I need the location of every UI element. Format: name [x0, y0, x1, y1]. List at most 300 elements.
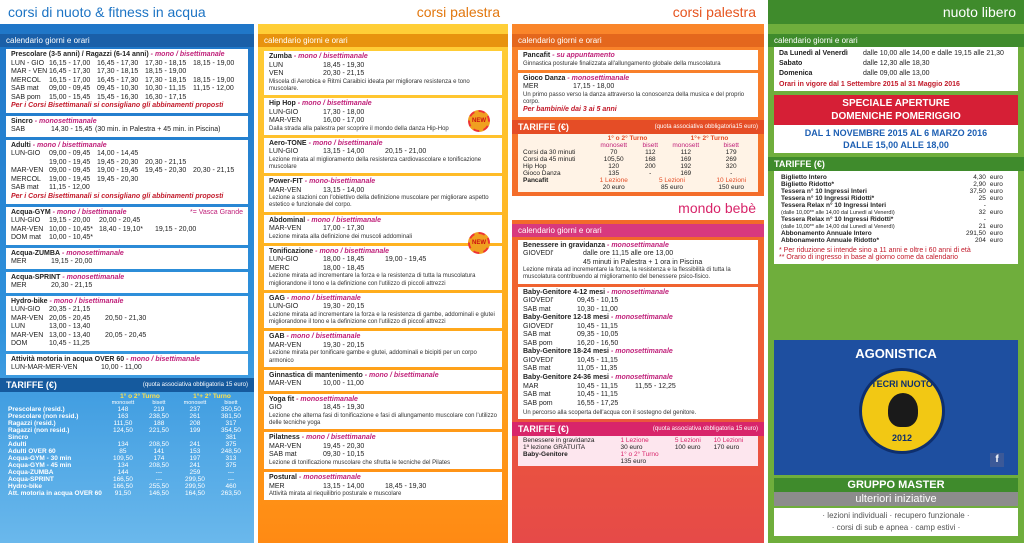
tariffe-cell: 146,50 — [148, 490, 169, 497]
tariffe-price: 4,30 — [973, 174, 986, 182]
pancafit-title: Pancafit — [523, 52, 551, 59]
swim-header — [0, 0, 254, 24]
gym-course-title: Tonificazione — [269, 247, 314, 255]
schedule-row — [11, 217, 243, 226]
tariffe-cell: --- — [155, 476, 163, 483]
gym-course-desc: Lezione mirata per tonificare gambe e glutei, addominali e bicipiti per un corpo armonico — [269, 350, 477, 364]
gym-course-tag: - mono / bisettimanale — [297, 99, 372, 107]
sincro-title: Sincro — [11, 117, 33, 125]
giocodanza-time: 17,15 - 18,00 — [573, 83, 615, 91]
tariffe-cell: Adulti — [8, 441, 27, 448]
schedule-row — [11, 85, 243, 94]
gym-bebe-column — [512, 0, 764, 543]
schedule-cell: 19,15 - 20,00 — [155, 225, 197, 233]
tariffe-cell: 169 — [680, 155, 692, 163]
swim-tariffe-s2: bisett — [152, 400, 166, 406]
gym-course-tag: - monosettimanale — [296, 395, 358, 403]
tariffe-unit: euro — [989, 237, 1003, 245]
tariffe-cell: --- — [155, 469, 163, 476]
schedule-row — [11, 323, 243, 332]
baby-cell: 10,45 - 11,15 — [577, 382, 618, 390]
schedule-cell: 15,45 - 16,30 — [97, 93, 139, 101]
gym-course-head — [269, 248, 497, 257]
gym-tariffe-header — [512, 120, 764, 134]
gym-course-desc: Miscela di Aerobica e Ritmi Caraibici ideata per migliorare resistenza e tono muscolare. — [269, 78, 470, 92]
free-hours: dalle 12,30 alle 18,30 — [863, 60, 930, 67]
tariffe-cell: 381 — [225, 434, 237, 441]
tariffe-unit — [988, 202, 1013, 209]
gym-cell: LUN-GIO — [269, 148, 299, 156]
gym-row — [269, 148, 497, 157]
gym-course-title: Zumba — [269, 53, 292, 60]
pancafit-tag: - su appuntamento — [552, 52, 615, 59]
gym-row — [269, 109, 497, 118]
tariffe-cell: 200 — [644, 162, 656, 170]
tariffe-cell: Corsi da 30 minuti — [523, 148, 576, 156]
special-line1: SPECIALE APERTURE — [842, 98, 950, 109]
tariffe-cell: Ragazzi (non resid.) — [8, 427, 70, 434]
schedule-cell: 16,45 - 17,30 — [49, 68, 91, 76]
facebook-icon[interactable]: f — [990, 453, 1004, 467]
agonistica-panel — [774, 340, 1018, 475]
swim-subhead: calendario giorni e orari — [0, 34, 254, 47]
baby-cell: GIOVEDI' — [523, 356, 554, 364]
tariffe-cell: Adulti OVER 60 — [8, 448, 56, 455]
pancafit-h3: 10 Lezioni — [716, 176, 747, 184]
baby-head — [523, 314, 753, 323]
free-hours: dalle 09,00 alle 13,00 — [863, 70, 930, 77]
tariffe-cell: 85 — [119, 448, 127, 455]
tariffe-cell: 163 — [117, 413, 129, 420]
bebe-subhead: calendario giorni e orari — [512, 224, 764, 237]
schedule-cell: 20,35 - 21,15 — [49, 306, 91, 314]
pancafit-block — [518, 50, 758, 70]
schedule-cell: 19,15 - 20,00 — [49, 217, 91, 225]
schedule-row — [11, 306, 243, 315]
swim-tariffe-h1: 1° o 2° Turno — [120, 393, 160, 400]
gym-course — [264, 293, 502, 328]
tariffe-label: Tessera n° 10 Ingressi Interi — [781, 188, 867, 196]
new-badge: NEW — [468, 110, 490, 132]
tariffe-cell: 208,50 — [148, 462, 169, 469]
sincro-tag: - monosettimanale — [34, 117, 97, 125]
gym2-title: corsi palestra — [672, 4, 756, 20]
gym-row — [269, 225, 497, 234]
schedule-cell — [145, 184, 193, 193]
gym-course — [264, 215, 502, 243]
agonistica-title: AGONISTICA — [855, 346, 937, 361]
baby-cell: 16,20 - 16,50 — [577, 339, 619, 347]
baby-title: Baby-Genitore 12-18 mesi — [523, 314, 609, 322]
acquazumba-day: MER — [11, 258, 27, 266]
tariffe-cell: --- — [227, 469, 235, 476]
schedule-cell: 16,45 - 17,30 — [97, 59, 139, 67]
bebe-t-r3c1: 1° o 2° Turno — [620, 451, 659, 459]
acquazumba-time: 19,15 - 20,00 — [51, 258, 93, 266]
tariffe-cell: Gioco Danza — [523, 169, 561, 177]
tariffe-cell: 241 — [189, 441, 201, 448]
baby-cell: 09,35 - 10,05 — [577, 331, 619, 339]
baby-cell: 09,45 - 10,15 — [577, 297, 619, 305]
gym-course-desc: Lezione mirata ad incrementare la forza e la resistenza di gambe, addominali e glutei migliorandone il tono e la definizione con l'utilizzo di piccoli attrezzi — [269, 311, 495, 326]
bebe-t-r2c3: 170 euro — [713, 444, 740, 452]
gym-course-title: Ginnastica di mantenimento — [269, 371, 363, 379]
schedule-cell: 14,00 - 14,45 — [97, 150, 139, 158]
tariffe-cell: 169 — [680, 169, 692, 177]
bebe-t-r1c0: Benessere in gravidanza — [523, 437, 595, 445]
gym-course-desc: Lezione mirata alla definizione dei muscoli addominali — [269, 233, 413, 240]
gym-cell: GIO — [269, 404, 282, 412]
gym-course — [264, 51, 502, 95]
tariffe-row — [521, 163, 755, 170]
gym-row — [269, 380, 497, 389]
schedule-cell: 18,15 - 19,00 — [193, 59, 235, 67]
schedule-cell: MAR - VEN — [11, 68, 48, 76]
gym-course-head — [269, 372, 497, 381]
tariffe-row — [6, 420, 248, 427]
schedule-cell: LUN-GIO — [11, 217, 41, 225]
bebe-t-r1c3: 10 Lezioni — [713, 437, 744, 445]
schedule-cell — [193, 184, 237, 193]
free-day: Sabato — [779, 60, 803, 67]
tariffe-cell: Acqua-SPRINT — [8, 476, 54, 483]
baby-cell: 10,30 - 11,00 — [577, 305, 618, 313]
giocodanza-block — [518, 73, 758, 117]
acquazumba-tag: - monosettimanale — [61, 249, 124, 257]
tariffe-cell — [142, 434, 176, 441]
schedule-cell: 20,50 - 21,30 — [105, 314, 147, 322]
swim-title: corsi di nuoto & fitness in acqua — [8, 4, 206, 20]
gym-cell: SAB mat — [269, 451, 297, 459]
schedule-cell: LUN — [11, 323, 26, 331]
gym-tariffe-table — [518, 134, 758, 192]
acquagym-title: Acqua-GYM — [11, 208, 51, 216]
tariffe-cell: 237 — [189, 406, 201, 413]
schedule-cell: 17,30 - 18,15 — [97, 68, 139, 76]
schedule-cell — [97, 184, 145, 193]
schedule-cell: DOM — [11, 340, 28, 348]
schedule-row — [11, 315, 243, 324]
gym-tariffe-s2: bisett — [642, 141, 659, 149]
gym-course-tag: - mono / bisettimanale — [286, 333, 361, 341]
tariffe-price: 21 — [978, 223, 986, 231]
gym-cell: MER — [269, 482, 285, 490]
gym-cell: MAR-VEN — [269, 341, 302, 349]
tariffe-cell: 164,50 — [184, 490, 205, 497]
tariffe-label: Abbonamento Annuale Intero — [781, 230, 872, 238]
baby-cell: 16,55 - 17,25 — [577, 399, 619, 407]
schedule-row — [11, 167, 243, 176]
schedule-cell: DOM mat — [11, 234, 41, 242]
sincro-day: SAB — [11, 126, 26, 134]
tariffe-unit: euro — [989, 230, 1003, 238]
baby-cell: SAB pom — [523, 339, 553, 347]
free-hours: dalle 10,00 alle 14,00 e dalle 19,15 alle 21,30 — [863, 50, 1004, 57]
tariffe-cell: 70 — [610, 148, 618, 156]
gym-course — [264, 246, 502, 290]
tariffe-cell: Acqua-GYM - 30 min — [8, 455, 72, 462]
tariffe-cell: 238,50 — [148, 413, 169, 420]
baby-head — [523, 348, 753, 357]
acquagym-rows — [11, 217, 243, 243]
master-title: GRUPPO MASTER — [774, 478, 1018, 492]
bebe-tariffe-table — [518, 436, 758, 466]
schedule-cell: 18,15 - 19,00 — [193, 76, 235, 84]
sprint-day: MER — [11, 282, 27, 290]
swim-tariffe-s3: monosett — [183, 400, 207, 406]
gym-row — [269, 117, 497, 126]
baby-tag: - monosettimanale — [610, 314, 673, 322]
tariffe-row — [6, 462, 248, 469]
gym-course-tag: - mono / bisettimanale — [293, 53, 368, 60]
bebe-tariffe-title: TARIFFE (€) — [518, 424, 569, 435]
baby-foot: Un percorso alla scoperta dell'acqua con il sostegno del genitore. — [523, 410, 697, 417]
gym-course-head — [269, 434, 497, 443]
tariffe-label: Tessera Relax n° 10 Ingressi Ridotti* — [781, 216, 894, 224]
schedule-cell: 10,30 - 11,15 — [145, 85, 186, 93]
schedule-cell — [11, 159, 49, 168]
tariffe-price: - — [983, 216, 986, 224]
tariffe-cell: 221,50 — [148, 427, 169, 434]
adulti-title: Adulti — [11, 141, 31, 149]
gym-row — [269, 451, 497, 460]
tariffe-cell: 112 — [680, 148, 691, 156]
gym-cell: 16,00 - 17,00 — [323, 117, 365, 125]
gravidanza-time: dalle ore 11,15 alle ore 13,00 — [583, 250, 674, 258]
pancafit-price-label: Pancafit — [523, 176, 549, 184]
initiatives-list — [774, 508, 1018, 536]
free-header — [768, 0, 1024, 24]
gym-row — [269, 483, 497, 492]
gym-cell: MAR-VEN — [269, 186, 302, 194]
tariffe-cell: 350,50 — [221, 406, 241, 413]
hydrobike-title: Hydro-bike — [11, 297, 48, 305]
tariffe-cell: 299,50 — [184, 476, 205, 483]
tariffe-cell: 354,50 — [221, 427, 241, 434]
swim-tariffe-title: TARIFFE (€) — [6, 380, 57, 390]
baby-cell: 10,45 - 11,15 — [577, 391, 618, 399]
baby-cell: 11,55 - 12,25 — [635, 382, 676, 390]
free-row — [779, 50, 1013, 57]
gym-subhead: calendario giorni e orari — [258, 34, 508, 47]
tariffe-row — [779, 230, 1013, 237]
tariffe-cell: Hydro-bike — [8, 483, 42, 490]
tariffe-cell: 174 — [153, 455, 165, 462]
gym-row — [269, 187, 497, 196]
tariffe-cell: 375 — [225, 441, 237, 448]
schedule-cell: 20,05 - 20,45 — [105, 331, 147, 339]
tariffe-cell: Prescolare (non resid.) — [8, 413, 79, 420]
special-line3: DAL 1 NOVEMBRE 2015 AL 6 MARZO 2016 — [804, 128, 988, 138]
swim-tariffe-note: (quota associativa obbligatoria 15 euro) — [142, 382, 248, 388]
tariffe-cell: 91,50 — [114, 490, 132, 497]
gravidanza-title: Benessere in gravidanza — [523, 241, 606, 249]
initiatives-line1: · lezioni individuali · recupero funzionale · — [822, 511, 970, 520]
schedule-cell: 09,00 - 09,45 — [49, 150, 91, 158]
schedule-cell: 18,15 - 19,00 — [145, 68, 187, 76]
tariffe-cell: 141 — [153, 448, 165, 455]
sincro-info: (30 min. in Palestra + 45 min. in Piscina) — [95, 126, 221, 134]
free-note2: ** Orario di ingresso in base al giorno come da calendario — [779, 254, 958, 262]
tariffe-cell — [104, 434, 142, 441]
tariffe-label: Tessera Relax n° 10 Ingressi Interi — [781, 202, 887, 210]
free-row — [779, 70, 1013, 77]
gym-row — [269, 404, 497, 413]
tariffe-cell: 144 — [117, 469, 129, 476]
baby-cell: MAR — [523, 382, 539, 390]
schedule-cell: 19,45 - 20,30 — [97, 158, 139, 166]
baby-cell: GIOVEDI' — [523, 297, 554, 305]
gym-course — [264, 370, 502, 391]
schedule-cell: 09,00 - 09,45 — [49, 167, 91, 175]
gym-course-tag: - mono / bisettimanale — [307, 216, 382, 224]
tariffe-row — [6, 455, 248, 462]
schedule-cell: MERCOL — [11, 76, 41, 84]
schedule-cell: LUN-GIO — [11, 306, 41, 314]
logo-text: TECRI NUOTO — [871, 379, 933, 389]
gym-cell: LUN — [269, 61, 284, 69]
gym-cell: LUN-GIO — [269, 256, 299, 264]
baby-head — [523, 374, 753, 383]
tariffe-unit: euro — [989, 209, 1003, 217]
gym-course-head — [269, 474, 497, 483]
baby-groups — [518, 287, 758, 420]
logo-year: 2012 — [891, 433, 913, 443]
free-subhead: calendario giorni e orari — [768, 34, 1024, 47]
gravidanza-format: 45 minuti in Palestra + 1 ora in Piscina — [583, 258, 703, 266]
tariffe-cell: 375 — [225, 462, 237, 469]
pancafit-h1: 1 Lezione — [599, 176, 628, 184]
tariffe-row — [779, 237, 1013, 244]
schedule-cell: MAR-VEN — [11, 331, 44, 339]
schedule-cell: 16,45 - 17,30 — [97, 76, 139, 84]
gym-tariffe-s4: bisett — [723, 141, 739, 149]
schedule-cell — [193, 150, 237, 159]
gym-course-head — [269, 396, 497, 405]
tariffe-row — [6, 427, 248, 434]
schedule-cell: 15,00 - 15,45 — [49, 93, 91, 101]
tariffe-cell: 148 — [117, 406, 129, 413]
tariffe-cell — [176, 434, 214, 441]
schedule-cell — [145, 150, 193, 159]
gym-row — [269, 265, 497, 274]
over60-time: 10,00 - 11,00 — [101, 364, 142, 372]
tariffe-label: Biglietto Ridotto* — [781, 181, 835, 189]
baby-row — [523, 331, 753, 340]
gym-course — [264, 331, 502, 366]
gym-cell: 13,15 - 14,00 — [323, 148, 365, 156]
tariffe-label: (dalle 10,00** alle 14,00 dal Lunedì al Venerdì) — [781, 209, 895, 216]
gym-course-tag: - mono / bisettimanale — [315, 247, 390, 255]
tariffe-row — [6, 406, 248, 413]
swim-tariffe-header — [0, 378, 254, 392]
gym-title: corsi palestra — [416, 4, 500, 20]
schedule-cell: 19,00 - 19,45 — [49, 158, 91, 166]
schedule-cell: 20,05 - 20,45 — [49, 314, 91, 322]
schedule-cell: 13,00 - 13,40 — [49, 331, 91, 339]
gym-course-desc: Attività mirata al riequilibrio posturale e muscolare — [269, 491, 402, 498]
tariffe-unit — [988, 216, 1013, 223]
schedule-row — [11, 184, 243, 193]
tariffe-cell: 168 — [644, 155, 656, 163]
baby-tag: - monosettimanale — [610, 348, 673, 356]
schedule-cell: 09,45 - 10,30 — [97, 85, 139, 93]
gym-tariffe-title: TARIFFE (€) — [518, 121, 569, 132]
hydrobike-rows — [11, 306, 243, 349]
tariffe-label: (dalle 10,00** alle 14,00 dal Lunedì al Venerdì) — [781, 223, 895, 230]
tariffe-cell: 320 — [725, 162, 737, 170]
baby-row — [523, 340, 753, 349]
mascot-icon — [888, 393, 918, 427]
gym-cell: 18,45 - 19,30 — [385, 482, 427, 490]
gym-tariffe-s3: monosett — [672, 141, 700, 149]
free-note1: * Per riduzione si intende sino a 11 anni e oltre i 60 anni di età — [779, 247, 971, 255]
tariffe-cell: 263,50 — [221, 490, 241, 497]
baby-row — [523, 400, 753, 409]
special-box — [774, 95, 1018, 125]
schedule-cell: MERCOL — [11, 175, 41, 183]
prescolare-block — [6, 49, 248, 113]
baby-head — [523, 289, 753, 298]
baby-row — [523, 357, 753, 366]
tariffe-unit: euro — [989, 223, 1003, 231]
gym-course-tag: - mono / bisettimanale — [301, 434, 376, 442]
baby-cell: SAB pom — [523, 399, 553, 407]
tariffe-cell: - — [649, 169, 652, 177]
schedule-cell — [193, 94, 237, 103]
tariffe-row — [6, 469, 248, 476]
tariffe-cell: Acqua-ZUMBA — [8, 469, 54, 476]
gym-course-title: Abdominal — [269, 216, 306, 224]
schedule-row — [11, 94, 243, 103]
tariffe-cell: 261 — [189, 413, 201, 420]
tariffe-cell: 269 — [725, 155, 737, 163]
giocodanza-note: Per bambini/e dai 3 ai 5 anni — [523, 106, 617, 114]
tariffe-unit: euro — [989, 188, 1003, 196]
tariffe-cell: 135 — [608, 169, 620, 177]
giocodanza-day: MER — [523, 83, 539, 91]
initiatives-line2: · corsi di sub e apnea · camp estivi · — [831, 523, 961, 532]
tariffe-cell: 199 — [189, 427, 201, 434]
adulti-rows — [11, 150, 243, 193]
schedule-cell — [193, 159, 237, 168]
baby-row — [523, 365, 753, 374]
pancafit-p2: 85 euro — [660, 183, 683, 191]
sincro-block — [6, 116, 248, 137]
gym-tariffe-h1: 1° o 2° Turno — [607, 134, 648, 142]
schedule-cell: 10,00 - 10,45* — [49, 234, 93, 242]
gym-cell: 13,15 - 14,00 — [323, 482, 365, 490]
gym-course-desc: Dalla strada alla palestra per scoprire il mondo della danza Hip-Hop — [269, 125, 449, 132]
acquazumba-title: Acqua-ZUMBA — [11, 249, 60, 257]
tariffe-row — [6, 483, 248, 490]
gravidanza-block — [518, 240, 758, 284]
tariffe-cell: 124,50 — [112, 427, 133, 434]
tariffe-price: 2,90 — [973, 181, 986, 189]
gym-course-tag: - mono / bisettimanale — [286, 294, 361, 302]
tariffe-price: 32 — [978, 209, 986, 217]
gym-cell: 20,30 - 21,15 — [323, 70, 365, 78]
gym-course — [264, 138, 502, 173]
gravidanza-desc: Lezione mirata ad incrementare la forza, la resistenza e la flessibilità di tutta la muscolatura contribuendo al miglioramento del benessere psico-fisico. — [523, 267, 731, 281]
schedule-row — [11, 234, 243, 243]
schedule-row — [11, 77, 243, 86]
baby-title: Baby-Genitore 24-36 mesi — [523, 373, 609, 381]
schedule-row — [11, 60, 243, 69]
schedule-cell: 09,00 - 09,45 — [49, 85, 91, 93]
sprint-title: Acqua-SPRINT — [11, 273, 61, 281]
tariffe-cell: 381,50 — [221, 413, 241, 420]
